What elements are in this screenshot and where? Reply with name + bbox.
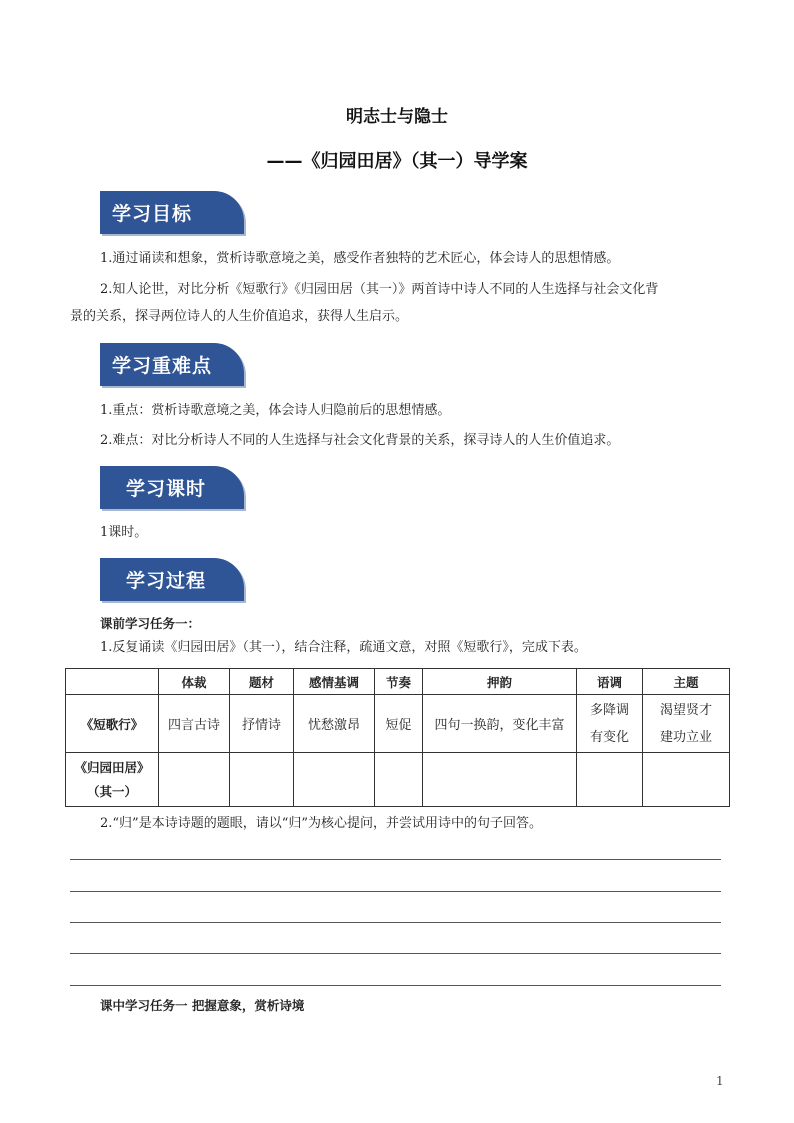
section-tag-process xyxy=(100,558,244,601)
answer-cell[interactable] xyxy=(423,753,577,807)
objective-item: 2.知人论世，对比分析《短歌行》《归园田居（其一）》两首诗中诗人不同的人生选择与社会文化背 xyxy=(100,282,659,297)
answer-cell[interactable] xyxy=(159,753,230,807)
table-header: 语调 xyxy=(577,669,643,695)
answer-line[interactable] xyxy=(70,953,721,954)
section-label: 学习重难点 xyxy=(112,355,213,377)
hours-text: 1课时。 xyxy=(100,525,148,540)
table-header: 题材 xyxy=(230,669,294,695)
answer-cell[interactable] xyxy=(230,753,294,807)
in-class-task-title: 课中学习任务一 把握意象，赏析诗境 xyxy=(100,998,305,1013)
tone-line: 多降调 xyxy=(589,702,629,718)
section-label: 学习过程 xyxy=(126,570,207,592)
page-number: 1 xyxy=(716,1074,724,1088)
table-header: 节奏 xyxy=(375,669,423,695)
pre-task-title: 课前学习任务一： xyxy=(100,616,201,631)
answer-cell[interactable] xyxy=(375,753,423,807)
table-cell: 四言古诗 xyxy=(159,695,230,753)
row-title-line: 《归园田居》 xyxy=(74,759,150,775)
theme-line: 渴望贤才 xyxy=(659,702,712,718)
page-subtitle: ——《归园田居》（其一）导学案 xyxy=(266,151,528,172)
row-title-line: （其一） xyxy=(86,783,137,799)
table-cell: 忧愁激昂 xyxy=(294,695,375,753)
table-header xyxy=(66,669,159,695)
task1-text: 1.反复诵读《归园田居》（其一），结合注释，疏通文意，对照《短歌行》，完成下表。 xyxy=(100,640,587,655)
table-header: 体裁 xyxy=(159,669,230,695)
row-title: 《短歌行》 xyxy=(66,695,159,753)
answer-line[interactable] xyxy=(70,922,721,923)
section-tag-objectives xyxy=(100,191,244,234)
section-tag-key-points xyxy=(100,343,244,386)
row-title xyxy=(66,753,159,807)
key-point-item: 2.难点：对比分析诗人不同的人生选择与社会文化背景的关系，探寻诗人的人生价值追求。 xyxy=(100,433,620,448)
key-point-item: 1.重点：赏析诗歌意境之美，体会诗人归隐前后的思想情感。 xyxy=(100,403,451,418)
table-cell xyxy=(643,695,730,753)
answer-line[interactable] xyxy=(70,985,721,986)
table-cell: 四句一换韵，变化丰富 xyxy=(423,695,577,753)
section-tag-hours xyxy=(100,466,244,509)
table-row xyxy=(66,695,730,753)
table-header: 主题 xyxy=(643,669,730,695)
page-title: 明志士与隐士 xyxy=(346,107,448,127)
table-header: 感情基调 xyxy=(294,669,375,695)
table-row xyxy=(66,753,730,807)
tone-line: 有变化 xyxy=(589,729,629,745)
answer-cell[interactable] xyxy=(643,753,730,807)
answer-line[interactable] xyxy=(70,891,721,892)
objective-item: 1.通过诵读和想象，赏析诗歌意境之美，感受作者独特的艺术匠心，体会诗人的思想情感。 xyxy=(100,251,620,266)
table-cell: 抒情诗 xyxy=(230,695,294,753)
table-header: 押韵 xyxy=(423,669,577,695)
comparison-table xyxy=(65,668,730,807)
section-label: 学习目标 xyxy=(112,203,193,225)
section-label: 学习课时 xyxy=(126,478,207,500)
table-cell: 短促 xyxy=(375,695,423,753)
task2-text: 2.“归”是本诗诗题的题眼，请以“归”为核心提问，并尝试用诗中的句子回答。 xyxy=(100,816,542,831)
objective-item-continued: 景的关系，探寻两位诗人的人生价值追求，获得人生启示。 xyxy=(70,309,409,324)
table-header-row xyxy=(66,669,730,695)
answer-cell[interactable] xyxy=(294,753,375,807)
table-cell xyxy=(577,695,643,753)
theme-line: 建功立业 xyxy=(659,729,712,745)
answer-line[interactable] xyxy=(70,859,721,860)
answer-cell[interactable] xyxy=(577,753,643,807)
